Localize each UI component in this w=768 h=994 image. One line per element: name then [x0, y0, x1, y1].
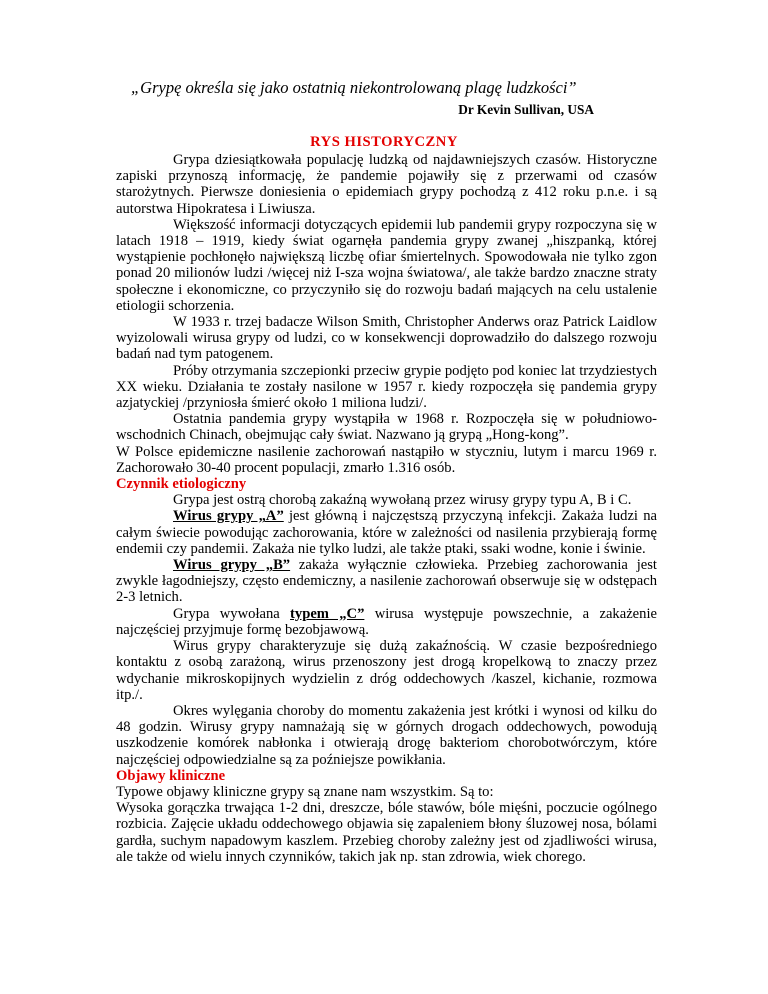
- virus-c-term: typem „C”: [290, 605, 365, 622]
- etiology-heading: Czynnik etiologiczny: [116, 476, 247, 493]
- symptoms-heading: Objawy kliniczne: [116, 767, 226, 784]
- etiology-paragraph-transmission: Wirus grypy charakteryzuje się dużą zakaźnością. W czasie bezpośredniego kontaktu z osobą zarażoną, wirus przenoszony jest drogą kropelkową to znaczy przez wdychanie mikroskopijnych wydzielin z dróg oddechowych /kaszel, kichanie, rozmowa itp./.: [116, 638, 657, 703]
- etiology-paragraph-virus-b: [116, 557, 657, 606]
- quote-author: Dr Kevin Sullivan, USA: [458, 102, 594, 117]
- history-paragraph-1: Grypa dziesiątkowała populację ludzką od najdawniejszych czasów. Historyczne zapiski przynoszą informację, że pandemie pojawiły się z przerwami od czasów starożytnych. Pierwsze doniesienia o epidemiach grypy pochodzą z 412 roku p.n.e. i są autorstwa Hipokratesa i Liwiusza.: [116, 152, 657, 217]
- motto-quote: „Grypę określa się jako ostatnią niekontrolowaną plagę ludzkości”: [131, 78, 577, 97]
- history-paragraph-6: W Polsce epidemiczne nasilenie zachorowań nastąpiło w styczniu, lutym i marcu 1969 r. Zachorowało 30-40 procent populacji, zmarło 1.316 osób.: [116, 443, 657, 476]
- virus-a-term: Wirus grypy „A”: [173, 508, 284, 525]
- etiology-paragraph-1: Grypa jest ostrą chorobą zakaźną wywołaną przez wirusy grypy typu A, B i C.: [173, 492, 632, 509]
- history-heading: RYS HISTORYCZNY: [310, 134, 458, 150]
- history-paragraph-3: W 1933 r. trzej badacze Wilson Smith, Christopher Anderws oraz Patrick Laidlow wyizolowali wirusa grypy od ludzi, co w konsekwencji doprowadziło do dalszego rozwoju badań nad tym patogenem.: [116, 314, 657, 363]
- document-body: [116, 152, 657, 865]
- virus-a-text: jest główną i najczęstszą przyczyną infekcji. Zakaża ludzi na całym świecie powodując zachorowania, które w zależności od nasilenia przybierają formę endemii czy pandemii. Zakaża nie tylko ludzi, ale także ptaki, ssaki wodne, konie i świnie.: [116, 508, 657, 557]
- etiology-paragraph-incubation: Okres wylęgania choroby do momentu zakażenia jest krótki i wynosi od kilku do 48 godzin. Wirusy grypy namnażają się w górnych drogach oddechowych, powodują uszkodzenie komórek nabłonka i otwierają drogę bakteriom chorobotwórczym, które najczęściej odpowiedzialne są za poźniejsze powikłania.: [116, 702, 657, 768]
- virus-b-text: zakaża wyłącznie człowieka. Przebieg zachorowania jest zwykle łagodniejszy, często endemiczny, a nasilenie zachorowań obserwuje się w odstępach 2-3 letnich.: [116, 557, 657, 606]
- virus-b-term: Wirus grypy „B”: [173, 557, 291, 574]
- virus-c-text: wirusa występuje powszechnie, a zakażenie najczęściej przyjmuje formę bezobjawową.: [116, 605, 657, 638]
- history-paragraph-4: Próby otrzymania szczepionki przeciw grypie podjęto pod koniec lat trzydziestych XX wieku. Działania te zostały nasilone w 1957 r. kiedy rozpoczęła się pandemia grypy azjatyckiej /przyniosła śmierć około 1 miliona ludzi/.: [116, 362, 657, 412]
- virus-c-lead: Grypa wywołana: [173, 605, 291, 622]
- history-paragraph-2: Większość informacji dotyczących epidemii lub pandemii grypy rozpoczyna się w latach 1918 – 1919, kiedy świat ogarnęła pandemia grypy zwanej „hiszpanką, której wystąpienie pochłonęło największą liczbę ofiar śmiertelnych. Spowodowała nie tylko zgon ponad 20 milionów ludzi /więcej niż I-sza wojna światowa/, ale także bardzo znaczne straty społeczne i ekonomiczne, co przyczyniło się do rozwoju badań mających na celu ustalenie etiologii schorzenia.: [116, 216, 657, 314]
- etiology-paragraph-virus-a: [116, 508, 657, 557]
- symptoms-paragraph-2: Wysoka gorączka trwająca 1-2 dni, dreszcze, bóle stawów, bóle mięśni, poczucie ogólnego rozbicia. Zajęcie układu oddechowego objawia się zapaleniem błony śluzowej nosa, bólami gardła, suchym napadowym kaszlem. Przebieg choroby zależny jest od zjadliwości wirusa, ale także od wielu innych czynników, takich jak np. stan zdrowia, wiek chorego.: [116, 800, 657, 865]
- etiology-paragraph-virus-c: [116, 606, 657, 638]
- symptoms-paragraph-1: Typowe objawy kliniczne grypy są znane nam wszystkim. Są to:: [116, 783, 494, 800]
- history-paragraph-5: Ostatnia pandemia grypy wystąpiła w 1968 r. Rozpoczęła się w południowo-wschodnich Chinach, obejmując cały świat. Nazwano ją grypą „Hong-kong”.: [116, 411, 657, 444]
